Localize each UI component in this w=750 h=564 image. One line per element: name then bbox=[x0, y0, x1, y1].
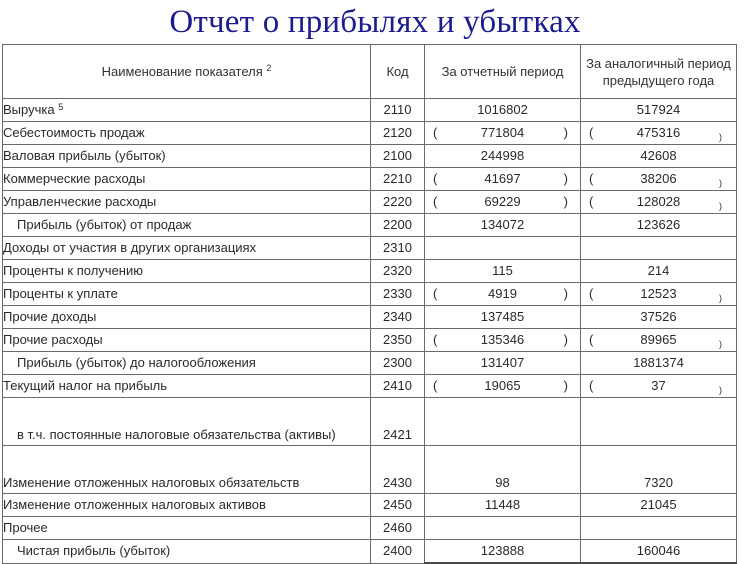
previous-period-value: 1881374 bbox=[581, 352, 737, 375]
current-period-value: 131407 bbox=[425, 352, 581, 375]
header-previous-period: За аналогичный период предыдущего года bbox=[581, 45, 737, 99]
table-row bbox=[3, 168, 737, 191]
previous-period-value: 21045 bbox=[581, 494, 737, 517]
table-row bbox=[3, 191, 737, 214]
close-paren: ) bbox=[563, 171, 568, 186]
indicator-name: Проценты к получению bbox=[3, 260, 371, 283]
close-paren: ) bbox=[719, 178, 722, 188]
indicator-name: Изменение отложенных налоговых активов bbox=[3, 494, 371, 517]
previous-period-value: ( ) 38206 bbox=[581, 168, 737, 191]
open-paren: ( bbox=[433, 194, 438, 209]
indicator-name: Управленческие расходы bbox=[3, 191, 371, 214]
line-code: 2340 bbox=[371, 306, 425, 329]
open-paren: ( bbox=[433, 332, 438, 347]
line-code: 2320 bbox=[371, 260, 425, 283]
open-paren: ( bbox=[433, 125, 438, 140]
line-code: 2200 bbox=[371, 214, 425, 237]
close-paren: ) bbox=[719, 385, 722, 395]
current-period-value: 115 bbox=[425, 260, 581, 283]
previous-period-value: 7320 bbox=[581, 446, 737, 494]
indicator-name: Валовая прибыль (убыток) bbox=[3, 145, 371, 168]
indicator-name: Прочие доходы bbox=[3, 306, 371, 329]
table-row bbox=[3, 237, 737, 260]
current-period-value: 134072 bbox=[425, 214, 581, 237]
table-row bbox=[3, 494, 737, 517]
close-paren: ) bbox=[719, 293, 722, 303]
line-code: 2100 bbox=[371, 145, 425, 168]
previous-period-value bbox=[581, 398, 737, 446]
close-paren: ) bbox=[563, 125, 568, 140]
line-code: 2310 bbox=[371, 237, 425, 260]
close-paren: ) bbox=[563, 332, 568, 347]
page-title: Отчет о прибылях и убытках bbox=[169, 4, 581, 40]
table-row bbox=[3, 375, 737, 398]
header-row bbox=[3, 45, 737, 99]
indicator-name: Доходы от участия в других организациях bbox=[3, 237, 371, 260]
open-paren: ( bbox=[433, 171, 438, 186]
line-code: 2460 bbox=[371, 517, 425, 540]
table-row bbox=[3, 352, 737, 375]
close-paren: ) bbox=[719, 132, 722, 142]
current-period-value: ( ) 771804 bbox=[425, 122, 581, 145]
line-code: 2421 bbox=[371, 398, 425, 446]
current-period-value: ( ) 41697 bbox=[425, 168, 581, 191]
current-period-value: ( ) 4919 bbox=[425, 283, 581, 306]
table-row bbox=[3, 260, 737, 283]
indicator-name: Прочее bbox=[3, 517, 371, 540]
previous-period-value: 214 bbox=[581, 260, 737, 283]
table-row bbox=[3, 122, 737, 145]
line-code: 2350 bbox=[371, 329, 425, 352]
line-code: 2300 bbox=[371, 352, 425, 375]
close-paren: ) bbox=[563, 194, 568, 209]
line-code: 2210 bbox=[371, 168, 425, 191]
previous-period-value: ( ) 128028 bbox=[581, 191, 737, 214]
previous-period-value bbox=[581, 517, 737, 540]
previous-period-value: ( ) 475316 bbox=[581, 122, 737, 145]
footnote-marker: 5 bbox=[58, 102, 64, 112]
indicator-name: Прочие расходы bbox=[3, 329, 371, 352]
line-code: 2410 bbox=[371, 375, 425, 398]
table-row bbox=[3, 517, 737, 540]
table-row bbox=[3, 329, 737, 352]
indicator-name: Изменение отложенных налоговых обязательств bbox=[3, 446, 371, 494]
previous-period-value: 160046 bbox=[581, 540, 737, 564]
line-code: 2220 bbox=[371, 191, 425, 214]
line-code: 2110 bbox=[371, 99, 425, 122]
indicator-name: Чистая прибыль (убыток) bbox=[3, 540, 371, 564]
indicator-name: Проценты к уплате bbox=[3, 283, 371, 306]
header-code: Код bbox=[371, 45, 425, 99]
current-period-value: 123888 bbox=[425, 540, 581, 564]
indicator-name: Себестоимость продаж bbox=[3, 122, 371, 145]
current-period-value: ( ) 135346 bbox=[425, 329, 581, 352]
open-paren: ( bbox=[589, 332, 594, 347]
header-current-period: За отчетный период bbox=[425, 45, 581, 99]
header-indicator-name: Наименование показателя $^2$ bbox=[3, 45, 371, 99]
line-code: 2400 bbox=[371, 540, 425, 564]
open-paren: ( bbox=[433, 378, 438, 393]
previous-period-value: 517924 bbox=[581, 99, 737, 122]
indicator-name: Коммерческие расходы bbox=[3, 168, 371, 191]
current-period-value: ( ) 19065 bbox=[425, 375, 581, 398]
previous-period-value: 42608 bbox=[581, 145, 737, 168]
line-code: 2450 bbox=[371, 494, 425, 517]
table-row bbox=[3, 306, 737, 329]
indicator-name: Прибыль (убыток) от продаж bbox=[3, 214, 371, 237]
current-period-value bbox=[425, 517, 581, 540]
table-row bbox=[3, 446, 737, 494]
line-code: 2330 bbox=[371, 283, 425, 306]
previous-period-value: 37526 bbox=[581, 306, 737, 329]
previous-period-value: ( ) 89965 bbox=[581, 329, 737, 352]
table-row bbox=[3, 99, 737, 122]
previous-period-value: 123626 bbox=[581, 214, 737, 237]
table-row bbox=[3, 145, 737, 168]
current-period-value: 1016802 bbox=[425, 99, 581, 122]
current-period-value: 137485 bbox=[425, 306, 581, 329]
close-paren: ) bbox=[563, 286, 568, 301]
previous-period-value: ( ) 12523 bbox=[581, 283, 737, 306]
open-paren: ( bbox=[433, 286, 438, 301]
open-paren: ( bbox=[589, 194, 594, 209]
open-paren: ( bbox=[589, 171, 594, 186]
open-paren: ( bbox=[589, 286, 594, 301]
current-period-value: ( ) 69229 bbox=[425, 191, 581, 214]
previous-period-value: ( ) 37 bbox=[581, 375, 737, 398]
current-period-value: 98 bbox=[425, 446, 581, 494]
table-row bbox=[3, 283, 737, 306]
current-period-value bbox=[425, 237, 581, 260]
table-row bbox=[3, 398, 737, 446]
table-row bbox=[3, 214, 737, 237]
open-paren: ( bbox=[589, 125, 594, 140]
close-paren: ) bbox=[719, 201, 722, 211]
line-code: 2430 bbox=[371, 446, 425, 494]
income-statement-table bbox=[2, 44, 737, 564]
indicator-name: Выручка $^5$ bbox=[3, 99, 371, 122]
footnote-marker: 2 bbox=[266, 63, 272, 73]
line-code: 2120 bbox=[371, 122, 425, 145]
table-row bbox=[3, 540, 737, 564]
current-period-value bbox=[425, 398, 581, 446]
close-paren: ) bbox=[719, 339, 722, 349]
indicator-name: Текущий налог на прибыль bbox=[3, 375, 371, 398]
current-period-value: 244998 bbox=[425, 145, 581, 168]
indicator-name: Прибыль (убыток) до налогообложения bbox=[3, 352, 371, 375]
indicator-name: в т.ч. постоянные налоговые обязательства (активы) bbox=[3, 398, 371, 446]
previous-period-value bbox=[581, 237, 737, 260]
open-paren: ( bbox=[589, 378, 594, 393]
close-paren: ) bbox=[563, 378, 568, 393]
current-period-value: 11448 bbox=[425, 494, 581, 517]
